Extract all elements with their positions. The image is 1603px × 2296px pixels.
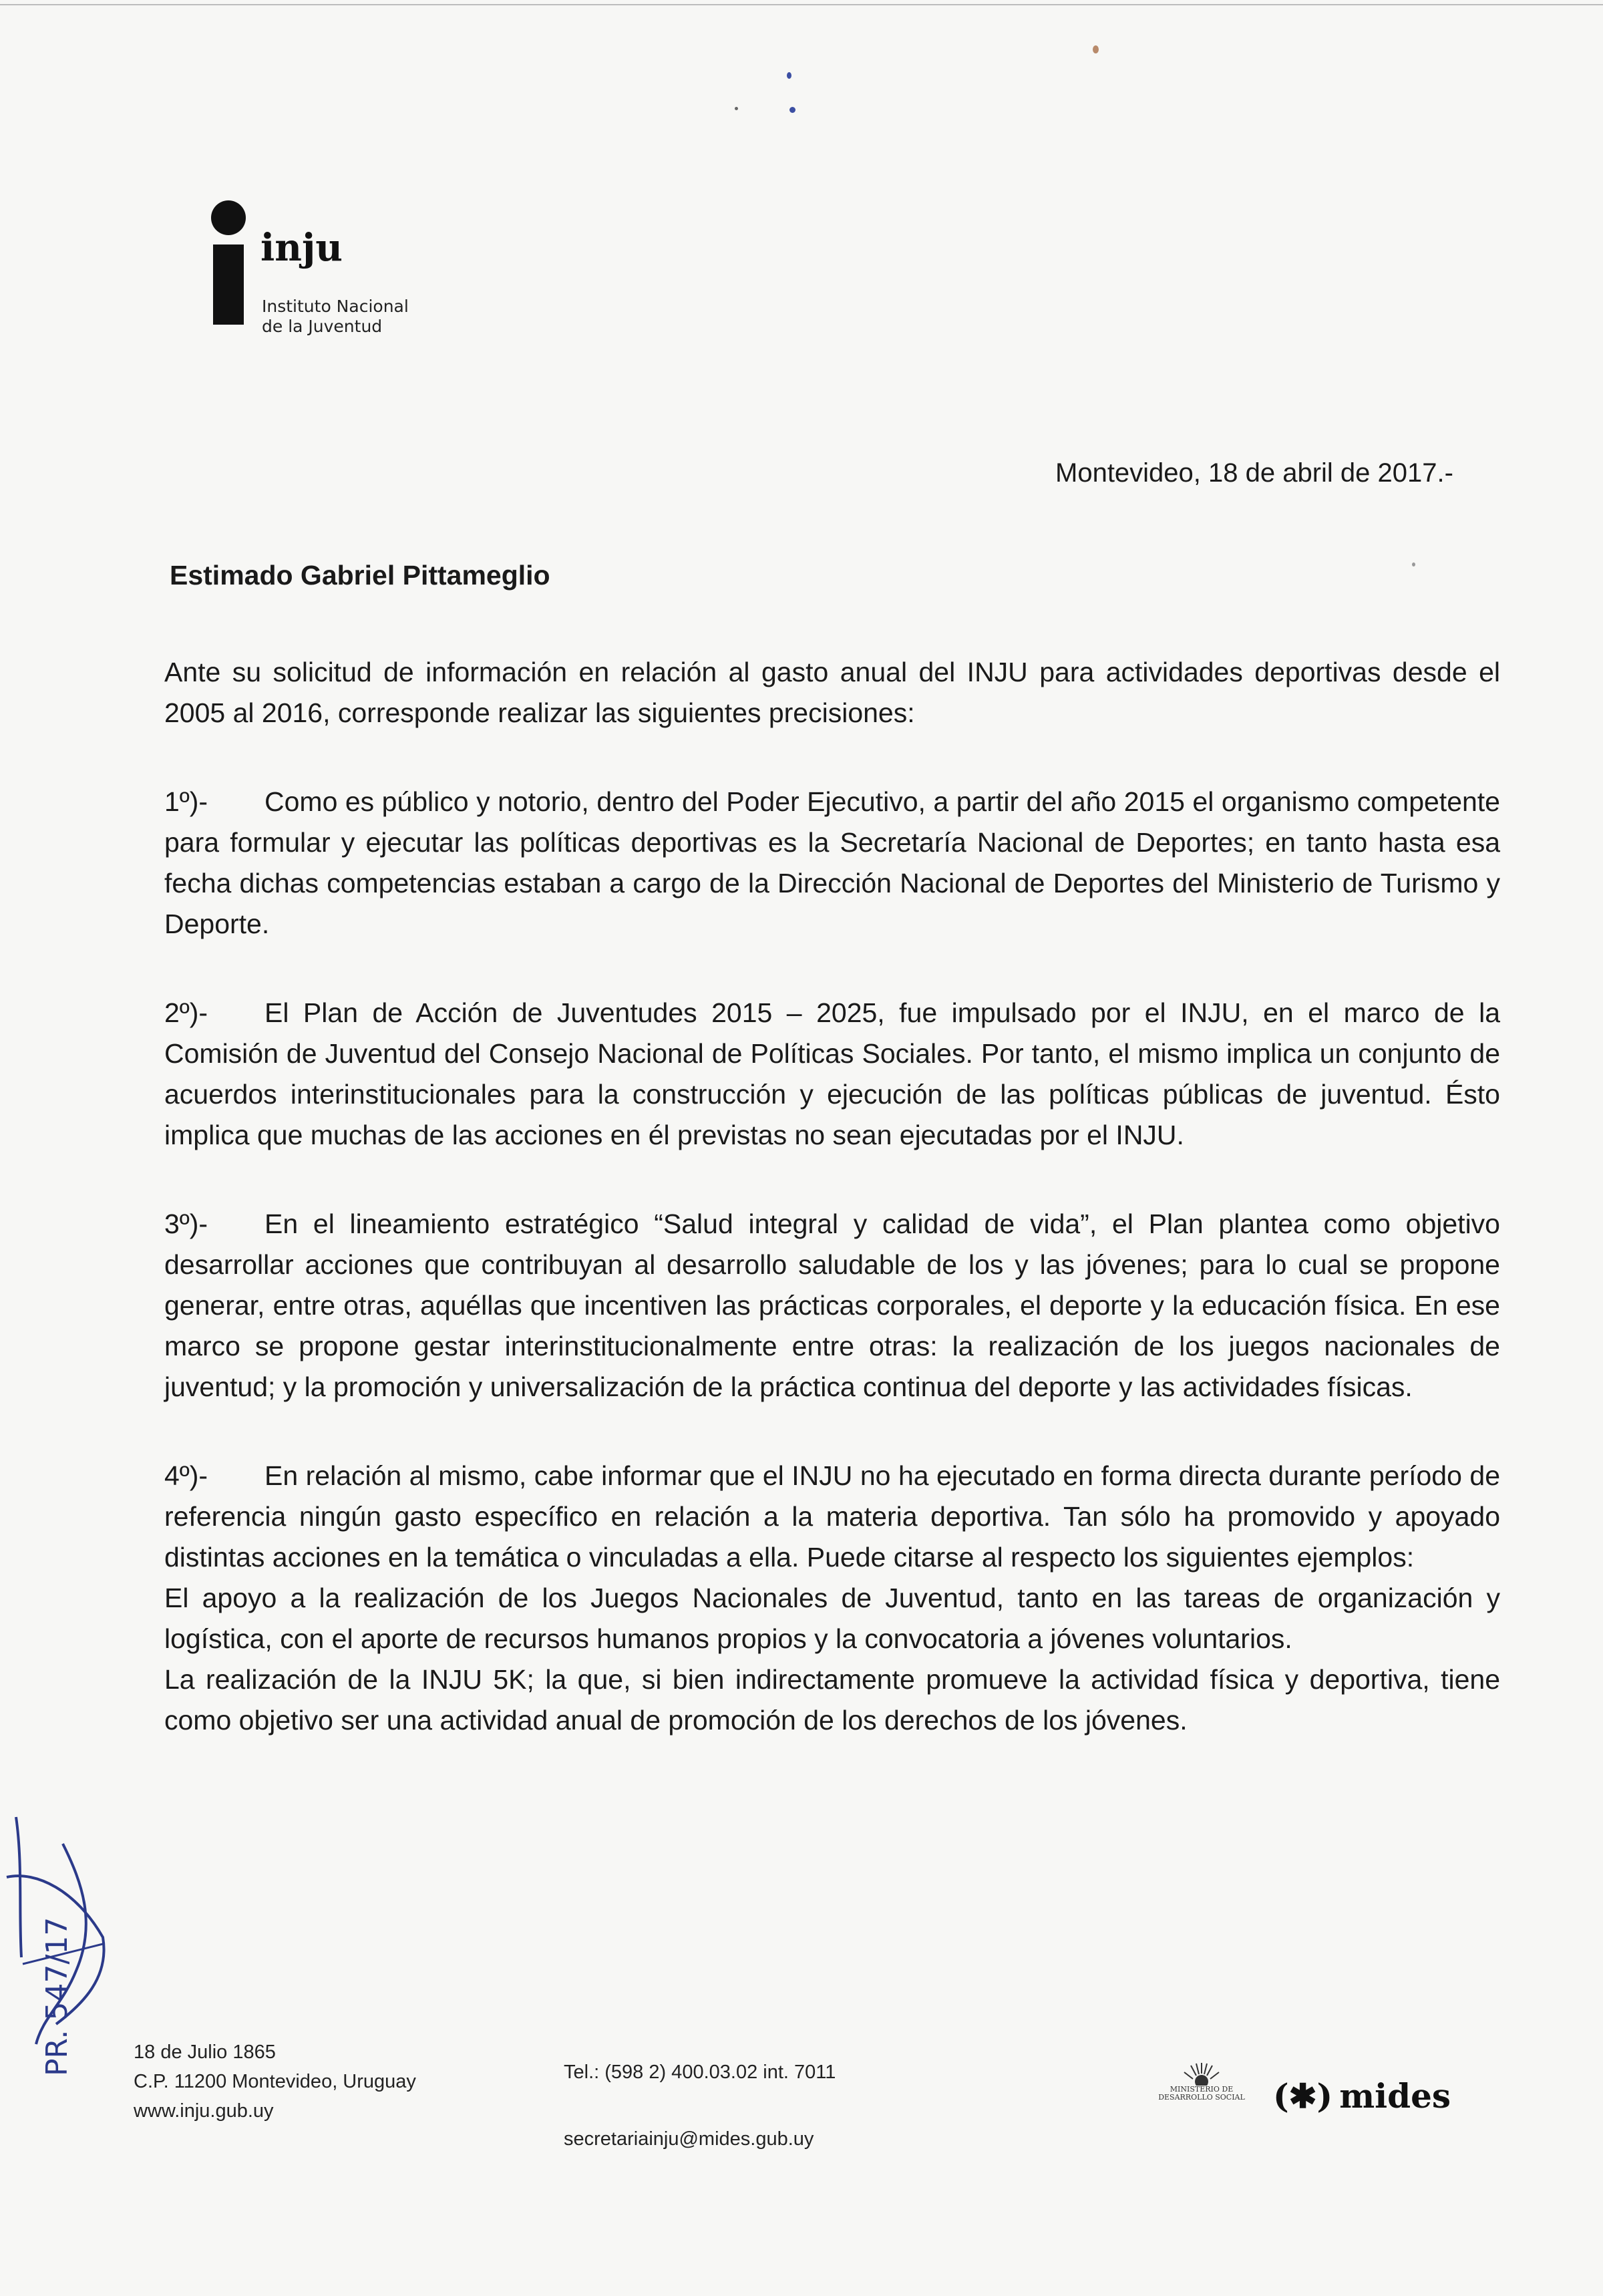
example-2: La realización de la INJU 5K; la que, si bien indirectamente promueve la actividad física y deportiva, tiene como objetivo ser una actividad anual de promoción de los derechos de los jóvenes. <box>164 1664 1500 1736</box>
mides-name: mides <box>1339 2076 1451 2116</box>
logo-i-dot <box>211 200 246 235</box>
letter-greeting: Estimado Gabriel Pittameglio <box>170 560 550 591</box>
scan-speck <box>735 107 738 110</box>
ministerio-line1: MINISTERIO DE <box>1170 2085 1234 2094</box>
scan-speck <box>1093 45 1099 53</box>
point-number: 3º)- <box>164 1208 208 1239</box>
footer-phone: Tel.: (598 2) 400.03.02 int. 7011 <box>564 2062 836 2083</box>
logo-subtitle-line1: Instituto Nacional <box>262 297 409 316</box>
logo-subtitle <box>262 297 409 337</box>
handwritten-note: PR. 547/17 <box>40 1917 74 2076</box>
ministerio-logo <box>1151 2062 1252 2102</box>
inju-logo <box>211 200 478 341</box>
footer-contact <box>564 2058 836 2154</box>
point-text: Como es público y notorio, dentro del Poder Ejecutivo, a partir del año 2015 el organismo competente para formular y ejecutar las políticas deportivas es la Secretaría Nacional de Deportes; en tanto hasta esa fecha dichas competencias estaban a cargo de la Dirección Nacional de Deportes del Ministerio de Turismo y Deporte. <box>164 786 1500 939</box>
point-3 <box>164 1204 1500 1408</box>
scan-edge-line <box>0 4 1603 5</box>
logo-subtitle-line2: de la Juventud <box>262 317 383 336</box>
scan-speck <box>787 72 791 79</box>
point-2 <box>164 993 1500 1156</box>
mides-symbol-icon: (✱) <box>1273 2076 1333 2116</box>
scan-speck <box>789 107 795 113</box>
footer-email: secretariainju@mides.gub.uy <box>564 2128 814 2150</box>
logo-brand: inju <box>260 226 343 270</box>
footer-address-line1: 18 de Julio 1865 <box>134 2041 276 2063</box>
point-text: En el lineamiento estratégico “Salud integral y calidad de vida”, el Plan plantea como objetivo desarrollar acciones que contribuyan al desarrollo saludable de los y las jóvenes; para lo cual se propone generar, entre otras, aquéllas que incentiven las prácticas corporales, el deporte y la educación física. En ese marco se propone gestar interinstitucionalmente entre otras: la realización de los juegos nacionales de juventud; y la promoción y universalización de la práctica continua del deporte y las actividades físicas. <box>164 1208 1500 1402</box>
example-1: El apoyo a la realización de los Juegos Nacionales de Juventud, tanto en las tareas de organización y logística, con el aporte de recursos humanos propios y la convocatoria a jóvenes voluntarios. <box>164 1583 1500 1654</box>
ministerio-line2: DESARROLLO SOCIAL <box>1158 2093 1245 2102</box>
point-number: 2º)- <box>164 997 208 1028</box>
letter-body <box>164 652 1500 1741</box>
point-text: En relación al mismo, cabe informar que el INJU no ha ejecutado en forma directa durante período de referencia ningún gasto específico en relación a la materia deportiva. Tan sólo ha promovido y apoyado distintas acciones en la temática o vinculadas a ella. Puede citarse al respecto los siguientes ejemplos: <box>164 1460 1500 1573</box>
point-1 <box>164 782 1500 945</box>
footer-address <box>134 2037 416 2126</box>
letter-date: Montevideo, 18 de abril de 2017.- <box>1055 458 1453 488</box>
point-number: 1º)- <box>164 786 208 817</box>
mides-logo <box>1273 2076 1451 2116</box>
point-number: 4º)- <box>164 1460 208 1491</box>
intro-paragraph: Ante su solicitud de información en relación al gasto anual del INJU para actividades deportivas desde el 2005 al 2016, corresponde realizar las siguientes precisiones: <box>164 657 1500 728</box>
footer-website: www.inju.gub.uy <box>134 2100 274 2122</box>
point-text: El Plan de Acción de Juventudes 2015 – 2025, fue impulsado por el INJU, en el marco de la Comisión de Juventud del Consejo Nacional de Políticas Sociales. Por tanto, el mismo implica un conjunto de acuerdos interinstitucionales para la construcción y ejecución de las políticas públicas de juventud. Ésto implica que muchas de las acciones en él previstas no sean ejecutadas por el INJU. <box>164 997 1500 1150</box>
point-4 <box>164 1456 1500 1578</box>
logo-i-stem <box>213 244 244 325</box>
footer-address-line2: C.P. 11200 Montevideo, Uruguay <box>134 2071 416 2092</box>
scan-speck <box>1412 562 1415 566</box>
sun-emblem-icon <box>1183 2062 1220 2086</box>
